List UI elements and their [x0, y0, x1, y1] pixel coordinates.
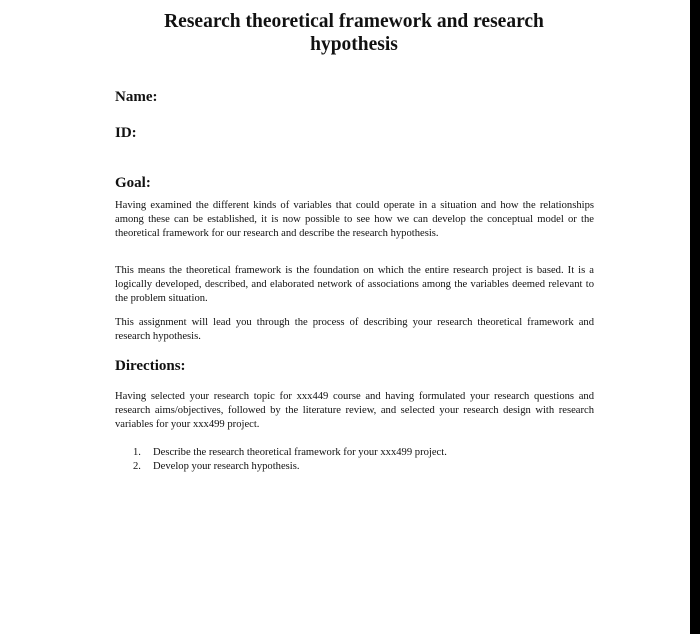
step-text: Describe the research theoretical framework for your xxx499 project.	[153, 447, 447, 458]
directions-steps-list	[133, 446, 573, 474]
step-number: 1.	[133, 447, 141, 458]
name-label: Name:	[115, 89, 158, 105]
title-line-2: hypothesis	[310, 34, 398, 55]
list-item	[133, 446, 573, 460]
directions-heading: Directions:	[115, 358, 186, 374]
goal-heading: Goal:	[115, 175, 151, 191]
goal-paragraph-3: This assignment will lead you through the process of describing your research theoretical framework and research hypothesis.	[115, 317, 594, 342]
goal-paragraph-2: This means the theoretical framework is the foundation on which the entire research project is based. It is a logically developed, described, and elaborated network of associations among the variables deemed relevant to the problem situation.	[115, 265, 594, 304]
step-number: 2.	[133, 461, 141, 472]
page-edge	[690, 0, 700, 634]
list-item	[133, 460, 573, 474]
directions-paragraph: Having selected your research topic for xxx449 course and having formulated your research questions and research aims/objectives, followed by the literature review, and selected your research design with research variables for your xxx499 project.	[115, 391, 594, 430]
title-line-1: Research theoretical framework and research	[164, 11, 544, 32]
goal-paragraph-1: Having examined the different kinds of variables that could operate in a situation and how the relationships among these can be established, it is now possible to see how we can develop the conceptual model or the theoretical framework for our research and describe the research hypothesis.	[115, 200, 594, 239]
step-text: Develop your research hypothesis.	[153, 461, 300, 472]
document-title	[100, 10, 608, 56]
id-label: ID:	[115, 125, 137, 141]
